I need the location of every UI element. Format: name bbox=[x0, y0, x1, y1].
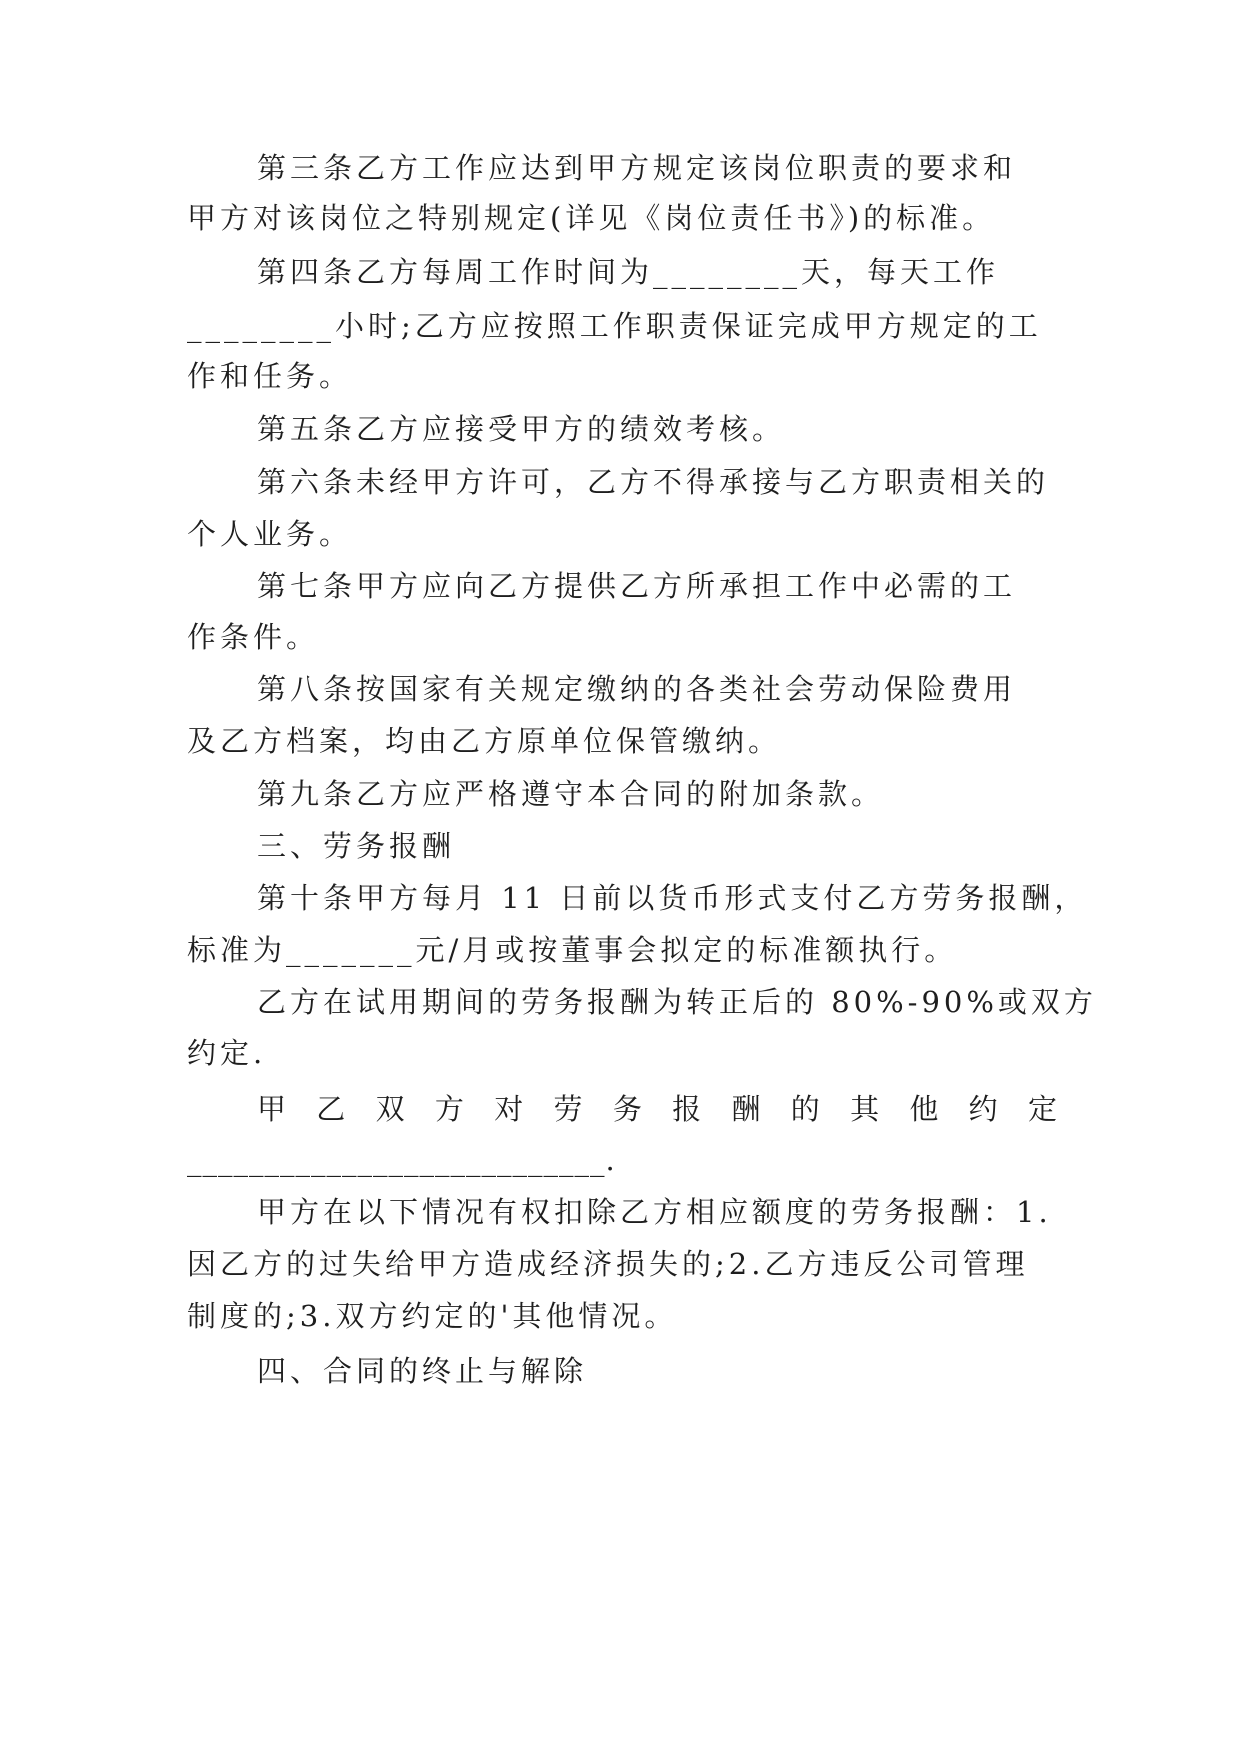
section-4-heading: 四、合同的终止与解除 bbox=[257, 1354, 588, 1388]
article-4-line-2: ________小时;乙方应按照工作职责保证完成甲方规定的工 bbox=[187, 309, 1042, 343]
article-3-line-2: 甲方对该岗位之特别规定(详见《岗位责任书》)的标准。 bbox=[187, 201, 996, 235]
article-8-line-1: 第八条按国家有关规定缴纳的各类社会劳动保险费用 bbox=[257, 672, 1017, 706]
deduction-line-2: 因乙方的过失给甲方造成经济损失的;2.乙方违反公司管理 bbox=[187, 1247, 1029, 1281]
deduction-line-3: 制度的;3.双方约定的'其他情况。 bbox=[187, 1299, 678, 1333]
article-6-line-1: 第六条未经甲方许可，乙方不得承接与乙方职责相关的 bbox=[257, 465, 1050, 499]
article-9: 第九条乙方应严格遵守本合同的附加条款。 bbox=[257, 777, 885, 811]
article-6-line-2: 个人业务。 bbox=[187, 517, 353, 551]
section-3-heading: 三、劳务报酬 bbox=[257, 829, 456, 863]
article-5: 第五条乙方应接受甲方的绩效考核。 bbox=[257, 412, 786, 446]
article-3-line-1: 第三条乙方工作应达到甲方规定该岗位职责的要求和 bbox=[257, 151, 1017, 185]
other-agreement-line-1: 甲乙双方对劳务报酬的其他约定 bbox=[257, 1092, 1057, 1126]
probation-pay-line-2: 约定. bbox=[187, 1036, 267, 1070]
article-7-line-1: 第七条甲方应向乙方提供乙方所承担工作中必需的工 bbox=[257, 569, 1017, 603]
article-7-line-2: 作条件。 bbox=[187, 620, 320, 654]
other-agreement-blank: ___________________________. bbox=[187, 1143, 616, 1177]
article-4-line-1: 第四条乙方每周工作时间为________天，每天工作 bbox=[257, 255, 1000, 289]
article-8-line-2: 及乙方档案，均由乙方原单位保管缴纳。 bbox=[187, 724, 782, 758]
article-4-line-3: 作和任务。 bbox=[187, 359, 353, 393]
probation-pay-line-1: 乙方在试用期间的劳务报酬为转正后的 80%-90%或双方 bbox=[257, 985, 1097, 1019]
deduction-line-1: 甲方在以下情况有权扣除乙方相应额度的劳务报酬：1. bbox=[257, 1195, 1052, 1229]
article-10-line-1: 第十条甲方每月 11 日前以货币形式支付乙方劳务报酬， bbox=[257, 881, 1088, 915]
article-10-line-2: 标准为_______元/月或按董事会拟定的标准额执行。 bbox=[187, 933, 958, 967]
